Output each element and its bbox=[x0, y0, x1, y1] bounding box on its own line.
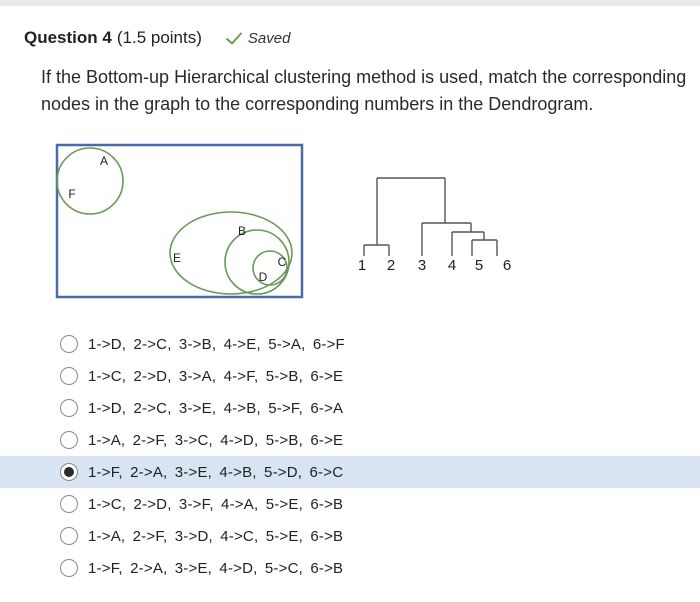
top-divider bbox=[0, 0, 700, 6]
dendrogram-leaf-1: 1 bbox=[357, 257, 367, 274]
dendrogram bbox=[364, 178, 497, 256]
dendrogram-leaf-6: 6 bbox=[502, 257, 512, 274]
question-header bbox=[24, 26, 290, 50]
radio-button[interactable] bbox=[60, 495, 78, 513]
cluster-bcd-circle bbox=[225, 230, 289, 294]
node-label-e: E bbox=[172, 251, 182, 265]
answer-option[interactable] bbox=[60, 392, 700, 424]
option-label: 1->D, 2->C, 3->B, 4->E, 5->A, 6->F bbox=[88, 335, 345, 353]
option-label: 1->A, 2->F, 3->D, 4->C, 5->E, 6->B bbox=[88, 527, 344, 545]
option-label: 1->C, 2->D, 3->A, 4->F, 5->B, 6->E bbox=[88, 367, 344, 385]
radio-button[interactable] bbox=[60, 399, 78, 417]
cluster-af-circle bbox=[57, 148, 123, 214]
question-title: Question 4 bbox=[24, 28, 112, 47]
question-points: (1.5 points) bbox=[116, 28, 202, 47]
option-label: 1->F, 2->A, 3->E, 4->B, 5->D, 6->C bbox=[88, 463, 344, 481]
radio-button-checked[interactable] bbox=[60, 463, 78, 481]
answer-option[interactable] bbox=[60, 424, 700, 456]
option-label: 1->A, 2->F, 3->C, 4->D, 5->B, 6->E bbox=[88, 431, 344, 449]
cluster-cd-circle bbox=[253, 251, 287, 285]
question-prompt: If the Bottom-up Hierarchical clustering method is used, match the corresponding nodes in the graph to the corresponding numbers in the Dendrogram. bbox=[41, 67, 687, 114]
answer-option-selected[interactable] bbox=[0, 456, 700, 488]
dendrogram-leaf-2: 2 bbox=[386, 257, 396, 274]
answer-option[interactable] bbox=[60, 328, 700, 360]
saved-status bbox=[226, 30, 291, 47]
option-label: 1->D, 2->C, 3->E, 4->B, 5->F, 6->A bbox=[88, 399, 344, 417]
node-label-b: B bbox=[237, 224, 247, 238]
saved-label: Saved bbox=[247, 29, 291, 47]
answer-options bbox=[60, 328, 700, 584]
checkmark-icon bbox=[226, 32, 242, 45]
graph-box bbox=[57, 145, 302, 297]
option-label: 1->F, 2->A, 3->E, 4->D, 5->C, 6->B bbox=[88, 559, 344, 577]
radio-dot bbox=[64, 467, 74, 477]
answer-option[interactable] bbox=[60, 520, 700, 552]
radio-button[interactable] bbox=[60, 527, 78, 545]
cluster-ebcd-ellipse bbox=[170, 212, 292, 294]
radio-button[interactable] bbox=[60, 367, 78, 385]
node-label-d: D bbox=[258, 270, 268, 284]
radio-button[interactable] bbox=[60, 335, 78, 353]
node-label-a: A bbox=[99, 154, 109, 168]
dendrogram-leaf-5: 5 bbox=[474, 257, 484, 274]
node-label-f: F bbox=[68, 187, 76, 201]
radio-button[interactable] bbox=[60, 431, 78, 449]
option-label: 1->C, 2->D, 3->F, 4->A, 5->E, 6->B bbox=[88, 495, 344, 513]
answer-option[interactable] bbox=[60, 360, 700, 392]
node-label-c: C bbox=[277, 255, 287, 269]
answer-option[interactable] bbox=[60, 488, 700, 520]
dendrogram-leaf-3: 3 bbox=[417, 257, 427, 274]
dendrogram-leaf-4: 4 bbox=[447, 257, 457, 274]
radio-button[interactable] bbox=[60, 559, 78, 577]
answer-option[interactable] bbox=[60, 552, 700, 584]
